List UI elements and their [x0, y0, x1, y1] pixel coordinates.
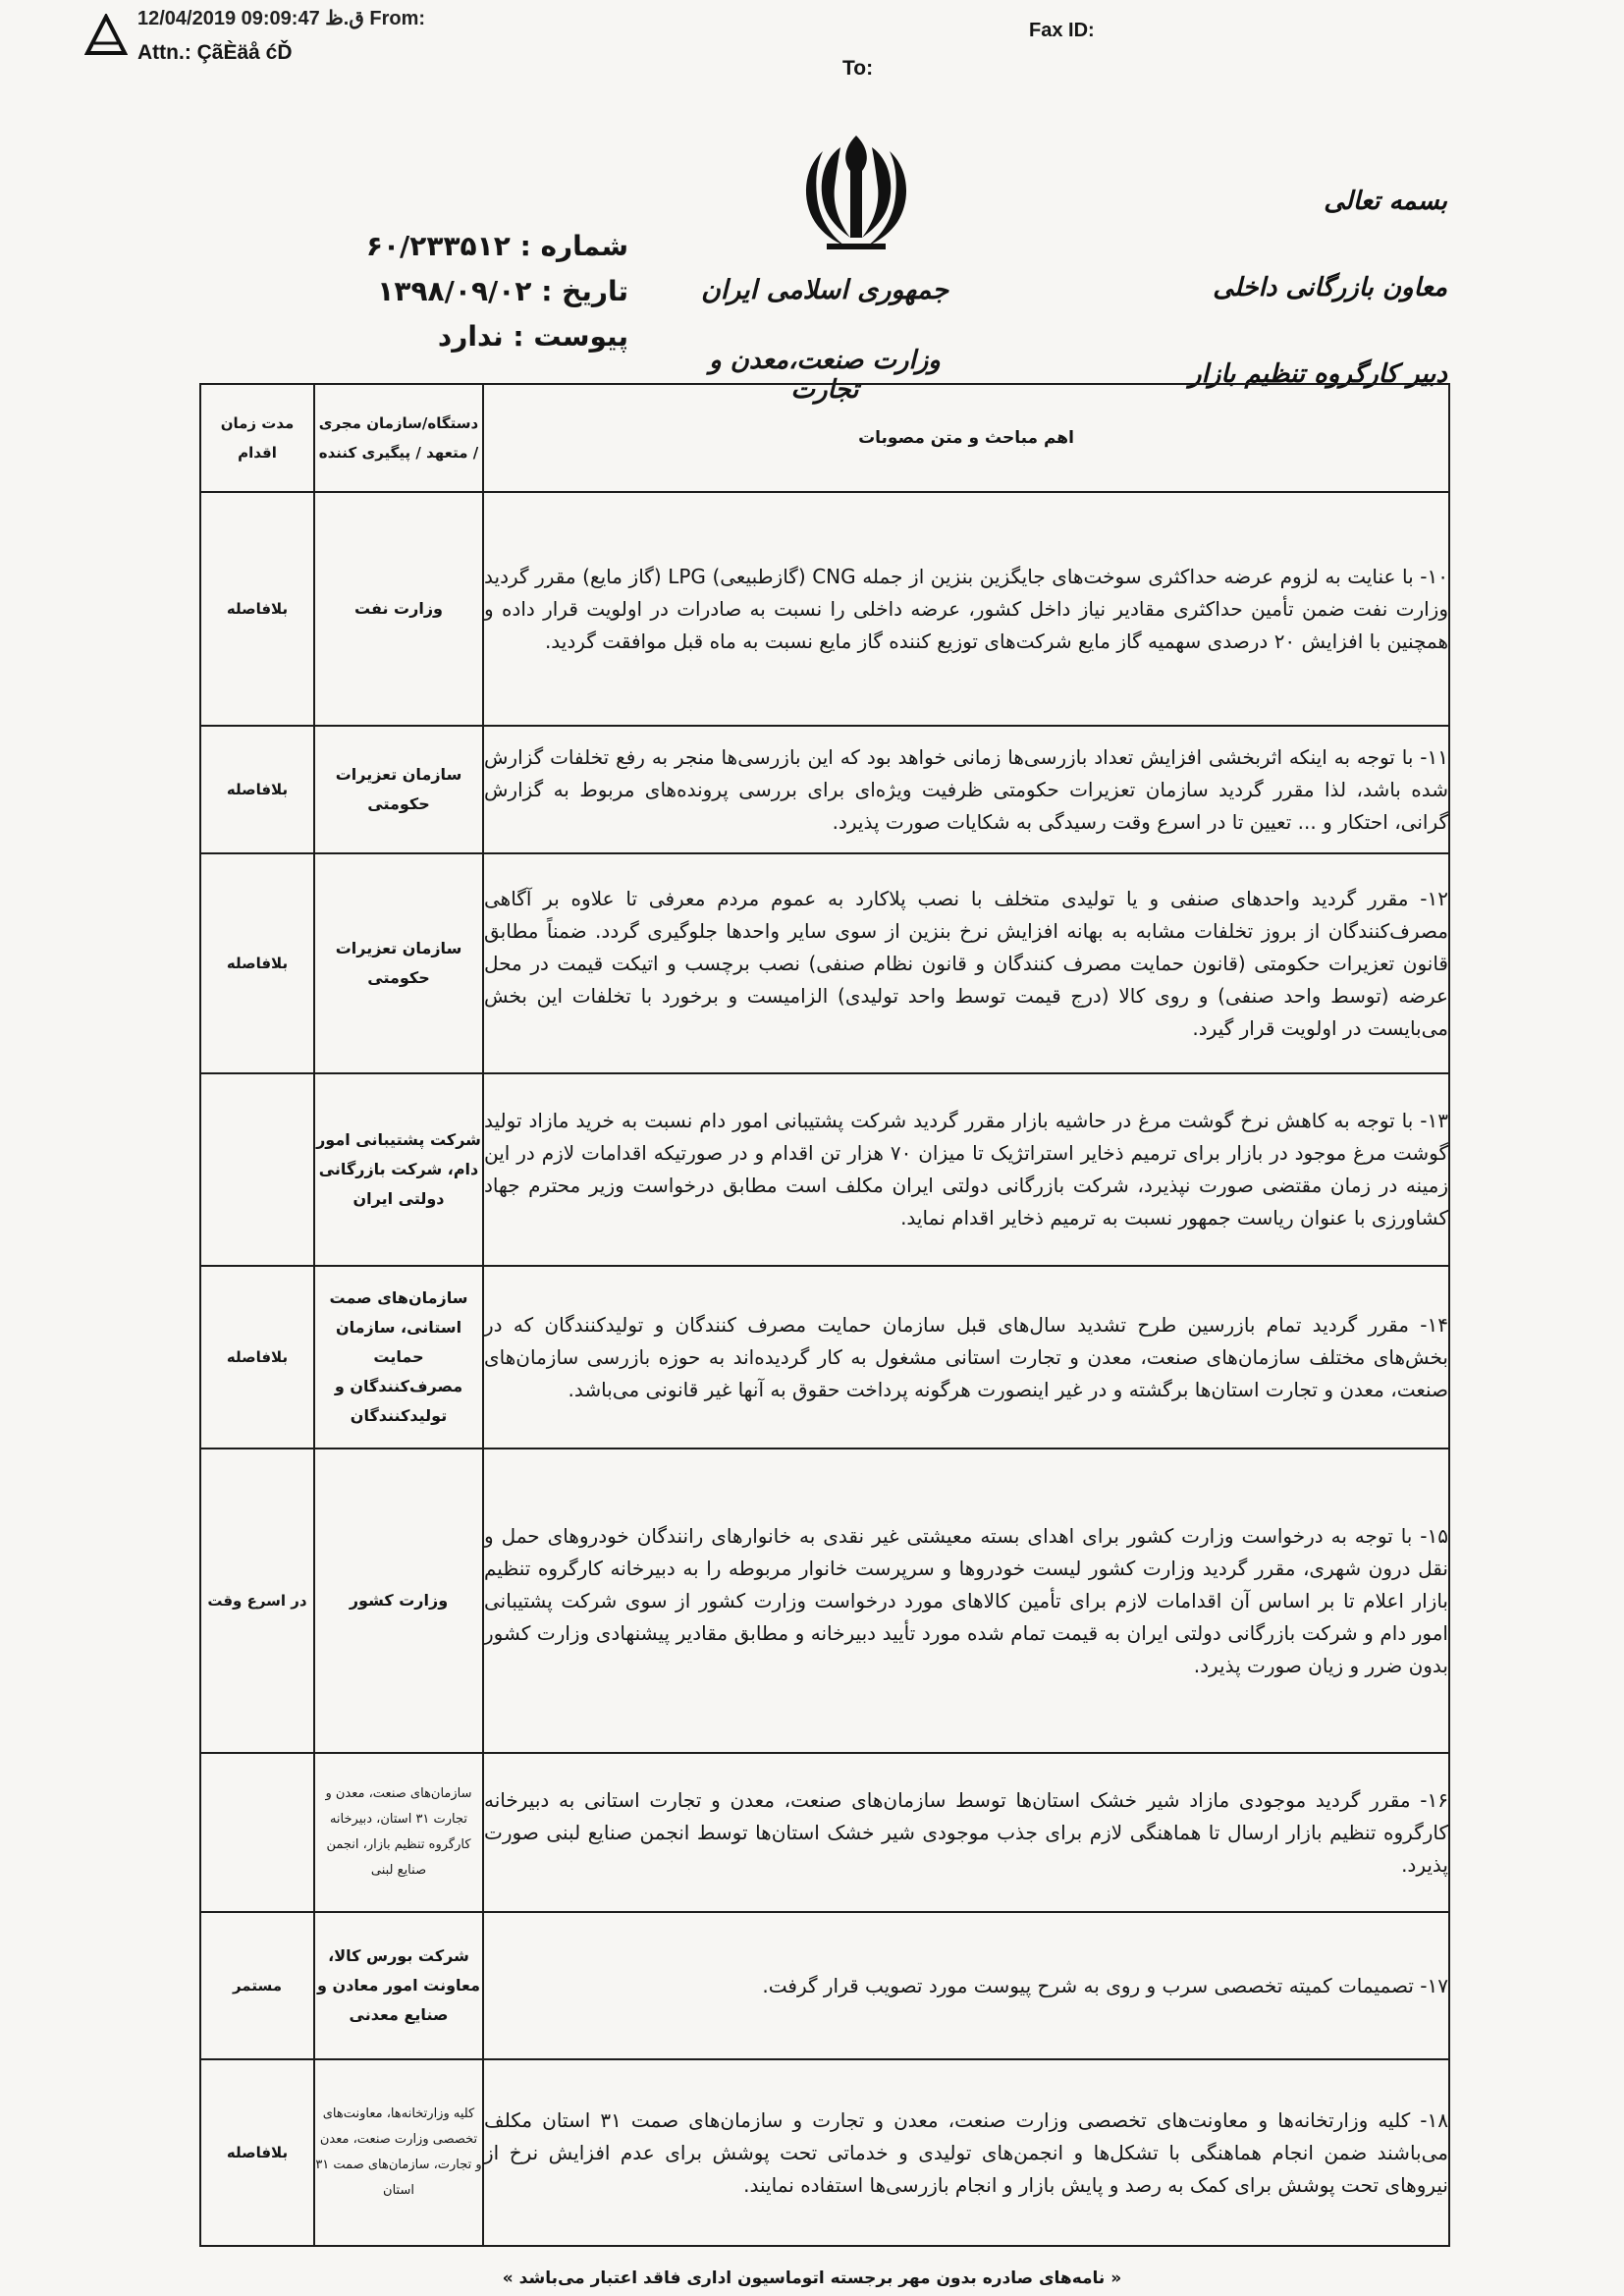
responsible-org: سازمان تعزیرات حکومتی	[314, 726, 483, 853]
table-row	[200, 1073, 1449, 1266]
footer-note: « نامه‌های صادره بدون مهر برجسته اتوماسیون اداری فاقد اعتبار می‌باشد »	[502, 2269, 1122, 2288]
responsible-org: وزارت نفت	[314, 492, 483, 726]
resolution-text: ۱۴- مقرر گردید تمام بازرسین طرح تشدید سال‌های قبل سازمان حمایت مصرف کنندگان و تولیدکنندگان که در بخش‌های مختلف سازمان‌های صنعت، معدن و تجارت استانی مشغول به کار گردیده‌اند به حوزه بازرسی سازمان‌های صنعت، معدن و تجارت استان‌ها برگشته و در غیر اینصورت هرگونه پرداخت حقوق به آنها غیر قانونی می‌باشد.	[483, 1266, 1449, 1449]
resolutions-table	[199, 383, 1450, 2247]
table-header-row	[200, 384, 1449, 492]
action-time: بلافاصله	[200, 492, 314, 726]
fax-header	[0, 0, 1624, 79]
letter-meta	[157, 224, 628, 359]
fax-to: To:	[842, 57, 874, 80]
handwritten-secretary: دبیر کارگروه تنظیم بازار	[1189, 359, 1447, 389]
responsible-org: سازمان تعزیرات حکومتی	[314, 853, 483, 1073]
fax-logo-icon	[84, 14, 128, 57]
responsible-org: سازمان‌های صمت استانی، سازمان حمایت مصرف‌کنندگان و تولیدکنندگان	[314, 1266, 483, 1449]
iran-emblem-icon	[793, 128, 919, 257]
responsible-org: وزارت کشور	[314, 1449, 483, 1753]
responsible-org: شرکت بورس کالا، معاونت امور معادن و صنایع معدنی	[314, 1912, 483, 2059]
resolution-text: ۱۳- با توجه به کاهش نرخ گوشت مرغ در حاشیه بازار مقرر گردید شرکت پشتیبانی امور دام نسبت به خرید مازاد تولید گوشت مرغ موجود در بازار برای ترمیم ذخایر استراتژیک تا میزان ۷۰ هزار تن اقدام و در صورتیکه اقدامات لازم در این زمینه در زمان مقتضی صورت نپذیرد، شرکت بازرگانی دولتی ایران مکلف است مطابق درخواست وزیر محترم جهاد کشاورزی با عنوان ریاست جمهور نسبت به ترمیم ذخایر اقدام نماید.	[483, 1073, 1449, 1266]
table-row	[200, 492, 1449, 726]
table-row	[200, 1449, 1449, 1753]
action-time	[200, 1753, 314, 1912]
resolution-text: ۱۸- کلیه وزارتخانه‌ها و معاونت‌های تخصصی وزارت صنعت، معدن و تجارت و سازمان‌های صمت ۳۱ استان مکلف می‌باشند ضمن انجام هماهنگی با تشکل‌ها و انجمن‌های تولیدی و خدماتی تحت پوشش برای عدم افزایش نرخ از نیروهای تحت پوشش برای کمک به رصد و پایش بازار و انجام بازرسی‌ها استفاده نمایند.	[483, 2059, 1449, 2246]
table-row	[200, 1266, 1449, 1449]
resolution-text: ۱۰- با عنایت به لزوم عرضه حداکثری سوخت‌های جایگزین بنزین از جمله CNG (گازطبیعی) LPG (گاز مایع) مقرر گردید وزارت نفت ضمن تأمین حداکثری مقادیر نیاز داخل کشور، عرضه داخلی را نسبت به صادرات در اولویت قرار داده و همچنین با افزایش ۲۰ درصدی سهمیه گاز مایع شرکت‌های توزیع کننده گاز مایع نسبت به ماه قبل موافقت گردید.	[483, 492, 1449, 726]
table-row	[200, 1753, 1449, 1912]
fax-id: Fax ID:	[1029, 20, 1095, 41]
letter-date: تاریخ : ۱۳۹۸/۰۹/۰۲	[377, 275, 628, 307]
resolution-text: ۱۱- با توجه به اینکه اثربخشی افزایش تعداد بازرسی‌ها زمانی خواهد بود که این بازرسی‌ها منجر به رفع تخلفات گزارش شده باشد، لذا مقرر گردید سازمان تعزیرات حکومتی ظرفیت ویژه‌ای برای بررسی پرونده‌های مربوط به گزارش گرانی، احتکار و ... تعیین تا در اسرع وقت رسیدگی به شکایات صورت پذیرد.	[483, 726, 1449, 853]
action-time: بلافاصله	[200, 1266, 314, 1449]
ministry-title: وزارت صنعت،معدن و تجارت	[709, 346, 941, 405]
fax-attention: Attn.: ÇãÈäå ćĎ	[137, 41, 293, 64]
action-time: در اسرع وقت	[200, 1449, 314, 1753]
resolution-text: ۱۶- مقرر گردید موجودی مازاد شیر خشک استان‌ها توسط سازمان‌های صنعت، معدن و تجارت استانی به دبیرخانه کارگروه تنظیم بازار ارسال تا هماهنگی لازم برای جذب موجودی شیر خشک استان‌ها توسط انجمن صنایع لبنی صورت پذیرد.	[483, 1753, 1449, 1912]
table-row	[200, 853, 1449, 1073]
responsible-org: کلیه وزارتخانه‌ها، معاونت‌های تخصصی وزارت صنعت، معدن و تجارت، سازمان‌های صمت ۳۱ استان	[314, 2059, 483, 2246]
handwritten-deputy: معاون بازرگانی داخلی	[1213, 273, 1447, 302]
header-time: مدت زمان اقدام	[200, 384, 314, 492]
responsible-org: شرکت پشتیبانی امور دام، شرکت بازرگانی دولتی ایران	[314, 1073, 483, 1266]
action-time: مستمر	[200, 1912, 314, 2059]
responsible-org: سازمان‌های صنعت، معدن و تجارت ۳۱ استان، دبیرخانه کارگروه تنظیم بازار، انجمن صنایع لبنی	[314, 1753, 483, 1912]
letter-number: شماره : ۶۰/۲۳۳۵۱۲	[365, 230, 628, 262]
action-time: بلافاصله	[200, 853, 314, 1073]
republic-title: جمهوری اسلامی ایران	[700, 275, 949, 305]
resolution-text: ۱۵- با توجه به درخواست وزارت کشور برای اهدای بسته معیشتی غیر نقدی به خانوارهای رانندگان خودروهای حمل و نقل درون شهری، مقرر گردید وزارت کشور لیست خودروها و سرپرست خانوار مربوطه را به دبیرخانه کارگروه تنظیم بازار اعلام تا بر اساس آن اقدامات لازم برای تأمین کالاهای مورد درخواست وزارت کشور از سوی شرکت پشتیبانی امور دام و شرکت بازرگانی دولتی ایران به قیمت تمام شده مورد تأیید دبیرخانه و مطابق مقادیر پیشنهادی وزارت کشور بدون ضرر و زیان صورت پذیرد.	[483, 1449, 1449, 1753]
fax-timestamp-line: 12/04/2019 09:09:47 ق.ظ From:	[137, 8, 426, 29]
action-time: بلافاصله	[200, 2059, 314, 2246]
table-row	[200, 1912, 1449, 2059]
table-row	[200, 726, 1449, 853]
action-time	[200, 1073, 314, 1266]
table-row	[200, 2059, 1449, 2246]
action-time: بلافاصله	[200, 726, 314, 853]
handwritten-bismillah: بسمه تعالی	[1324, 187, 1447, 216]
letter-attachment: پیوست : ندارد	[437, 320, 628, 353]
header-resolutions: اهم مباحث و متن مصوبات	[483, 384, 1449, 492]
resolution-text: ۱۷- تصمیمات کمیته تخصصی سرب و روی به شرح پیوست مورد تصویب قرار گرفت.	[483, 1912, 1449, 2059]
header-organization: دستگاه/سازمان مجری / متعهد / پیگیری کننده	[314, 384, 483, 492]
resolution-text: ۱۲- مقرر گردید واحدهای صنفی و یا تولیدی متخلف با نصب پلاکارد به عموم مردم معرفی تا علاوه بر آگاهی مصرف‌کنندگان از بروز تخلفات مشابه به بهانه افزایش نرخ بنزین از سوی سایر واحدها جلوگیری گردد. ضمناً مطابق قانون تعزیرات حکومتی (قانون حمایت مصرف کنندگان و قانون نظام صنفی) نصب برچسب و اتیکت قیمت در محل عرضه (توسط واحد صنفی) و روی کالا (درج قیمت توسط واحد تولیدی) الزامیست و برخورد با تخلفات این بخش می‌بایست در اولویت قرار گیرد.	[483, 853, 1449, 1073]
